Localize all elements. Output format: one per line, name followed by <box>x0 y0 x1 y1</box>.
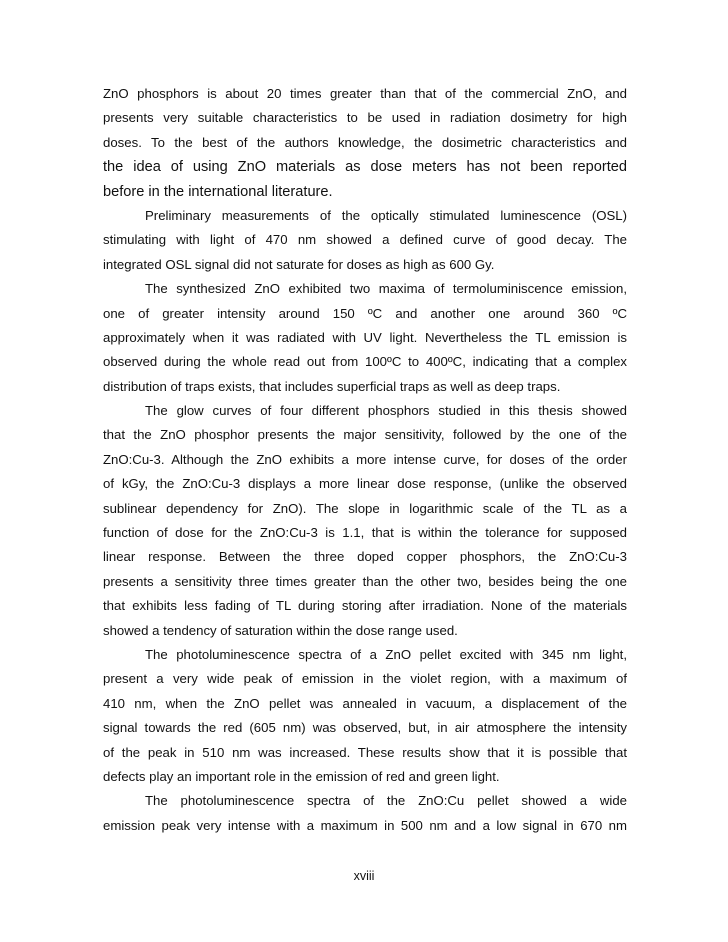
text-line: of the peak in 510 nm was increased. These results show that it is possible that <box>103 744 627 760</box>
text-line: Preliminary measurements of the optically stimulated luminescence (OSL) <box>145 207 627 223</box>
text-line: presents very suitable characteristics to be used in radiation dosimetry for high <box>103 110 627 126</box>
body-text <box>103 82 627 838</box>
text-line: The photoluminescence spectra of the ZnO:Cu pellet showed a wide <box>145 793 627 809</box>
text-line: that the ZnO phosphor presents the major sensitivity, followed by the one of the <box>103 427 627 443</box>
text-line: stimulating with light of 470 nm showed a defined curve of good decay. The <box>103 232 627 248</box>
text-line: of kGy, the ZnO:Cu-3 displays a more linear dose response, (unlike the observed <box>103 476 627 492</box>
text-line: 410 nm, when the ZnO pellet was annealed in vacuum, a displacement of the <box>103 695 627 711</box>
text-line: integrated OSL signal did not saturate for doses as high as 600 Gy. <box>103 256 495 272</box>
text-line: The synthesized ZnO exhibited two maxima of termoluminiscence emission, <box>145 281 627 297</box>
text-line: showed a tendency of saturation within the dose range used. <box>103 622 458 638</box>
text-line: function of dose for the ZnO:Cu-3 is 1.1, that is within the tolerance for supposed <box>103 525 627 541</box>
text-line: ZnO phosphors is about 20 times greater than that of the commercial ZnO, and <box>103 86 627 101</box>
text-line: sublinear dependency for ZnO). The slope in logarithmic scale of the TL as a <box>103 500 627 516</box>
text-line: signal towards the red (605 nm) was observed, but, in air atmosphere the intensity <box>103 720 627 736</box>
text-line: that exhibits less fading of TL during storing after irradiation. None of the materials <box>103 598 627 614</box>
text-line: the idea of using ZnO materials as dose meters has not been reported <box>103 159 627 176</box>
text-line: linear response. Between the three doped copper phosphors, the ZnO:Cu-3 <box>103 549 627 565</box>
text-line: emission peak very intense with a maximum in 500 nm and a low signal in 670 nm <box>103 817 627 833</box>
text-line: doses. To the best of the authors knowledge, the dosimetric characteristics and <box>103 134 627 150</box>
text-line: observed during the whole read out from 100ºC to 400ºC, indicating that a complex <box>103 354 627 370</box>
text-line: The glow curves of four different phosphors studied in this thesis showed <box>145 403 627 419</box>
text-line: distribution of traps exists, that includes superficial traps as well as deep traps. <box>103 378 561 394</box>
text-line: defects play an important role in the emission of red and green light. <box>103 768 500 784</box>
text-line: The photoluminescence spectra of a ZnO pellet excited with 345 nm light, <box>145 646 627 662</box>
text-line: one of greater intensity around 150 ºC and another one around 360 ºC <box>103 305 627 321</box>
text-line: approximately when it was radiated with UV light. Nevertheless the TL emission is <box>103 329 627 345</box>
text-line: ZnO:Cu-3. Although the ZnO exhibits a more intense curve, for doses of the order <box>103 451 627 467</box>
text-line: before in the international literature. <box>103 183 333 200</box>
text-line: presents a sensitivity three times greater than the other two, besides being the one <box>103 573 627 589</box>
page-number: xviii <box>353 869 375 883</box>
text-line: present a very wide peak of emission in the violet region, with a maximum of <box>103 671 627 687</box>
